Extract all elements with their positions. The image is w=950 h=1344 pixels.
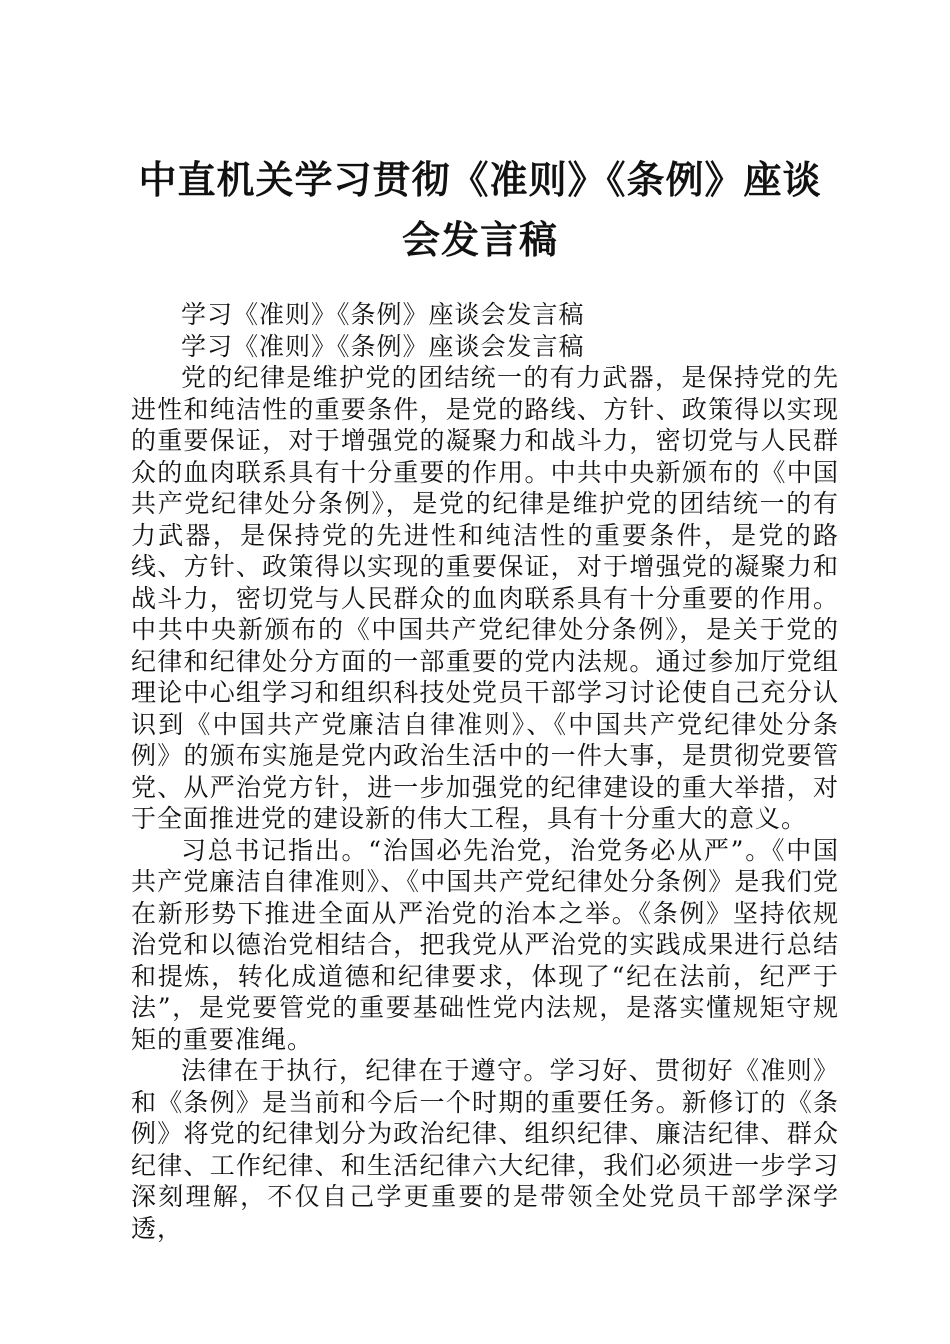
body-paragraph: 习总书记指出。“治国必先治党，治党务必从严”。《中国共产党廉洁自律准则》、《中国共产党纪律处分条例》是我们党在新形势下推进全面从严治党的治本之举。《条例》坚持依规治党和以德治党相结合，把我党从严治党的实践成果进行总结和提炼，转化成道德和纪律要求，体现了“纪在法前，纪严于法”，是党要管党的重要基础性党内法规，是落实懂规矩守规矩的重要准绳。 [131, 835, 839, 1054]
body-paragraph: 法律在于执行，纪律在于遵守。学习好、贯彻好《准则》和《条例》是当前和今后一个时期的重要任务。新修订的《条例》将党的纪律划分为政治纪律、组织纪律、廉洁纪律、群众纪律、工作纪律、和生活纪律六大纪律，我们必须进一步学习深刻理解，不仅自己学更重要的是带领全处党员干部学深学透， [131, 1056, 839, 1243]
subtitle-line: 学习《准则》《条例》座谈会发言稿 [181, 300, 585, 329]
body-paragraph: 党的纪律是维护党的团结统一的有力武器，是保持党的先进性和纯洁性的重要条件，是党的路线、方针、政策得以实现的重要保证，对于增强党的凝聚力和战斗力，密切党与人民群众的血肉联系具有十分重要的作用。中共中央新颁布的《中国共产党纪律处分条例》，是党的纪律是维护党的团结统一的有力武器，是保持党的先进性和纯洁性的重要条件，是党的路线、方针、政策得以实现的重要保证，对于增强党的凝聚力和战斗力，密切党与人民群众的血肉联系具有十分重要的作用。中共中央新颁布的《中国共产党纪律处分条例》，是关于党的纪律和纪律处分方面的一部重要的党内法规。通过参加厅党组理论中心组学习和组织科技处党员干部学习讨论使自己充分认识到《中国共产党廉洁自律准则》、《中国共产党纪律处分条例》的颁布实施是党内政治生活中的一件大事，是贯彻党要管党、从严治党方针，进一步加强党的纪律建设的重大举措，对于全面推进党的建设新的伟大工程，具有十分重大的意义。 [131, 363, 839, 833]
document-title: 中直机关学习贯彻《准则》《条例》座谈会发言稿 [138, 158, 822, 262]
document-body [131, 299, 839, 1244]
subtitle-line: 学习《准则》《条例》座谈会发言稿 [181, 331, 585, 361]
